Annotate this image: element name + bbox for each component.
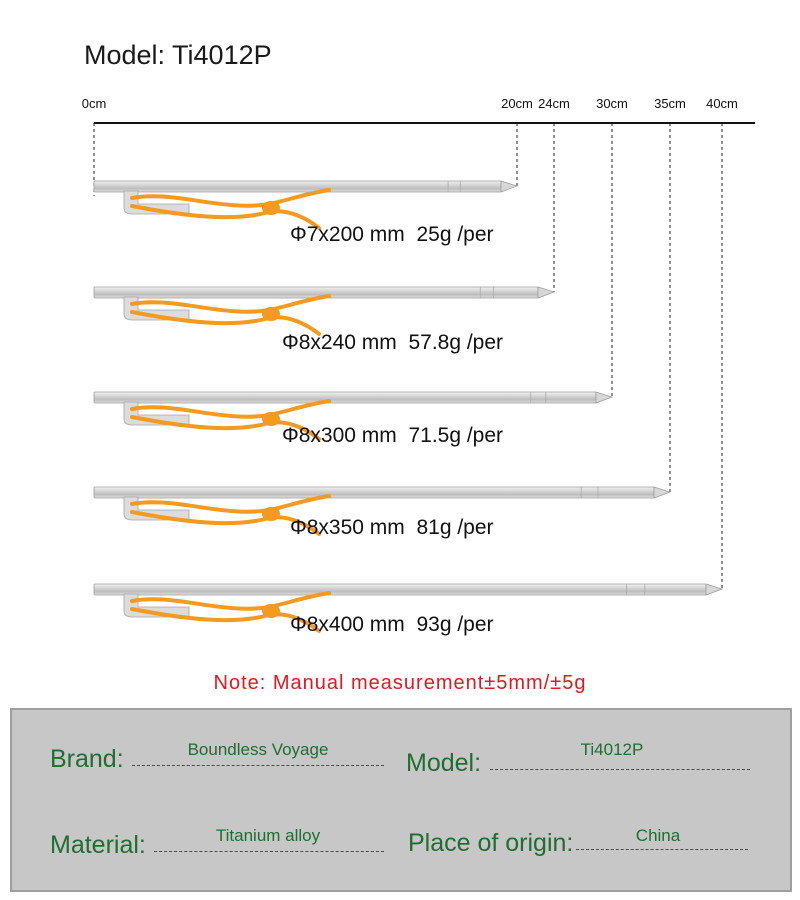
- model-underline: [490, 769, 750, 770]
- stake-spec-200: Φ7x200 mm 25g /per: [290, 223, 494, 246]
- stake-tip: [706, 584, 722, 595]
- stake-tip: [538, 287, 554, 298]
- cord-knot: [262, 412, 280, 426]
- stake-spec-300: Φ8x300 mm 71.5g /per: [282, 424, 504, 447]
- stake-spec-350: Φ8x350 mm 81g /per: [290, 516, 494, 539]
- origin-label: Place of origin:: [408, 829, 574, 857]
- stake-shaft: [94, 487, 654, 498]
- stake-shaft: [94, 392, 596, 403]
- origin-value: China: [635, 826, 681, 845]
- tick-label-24cm: 24cm: [538, 96, 570, 111]
- stake-tip: [596, 392, 612, 403]
- cord-knot: [262, 201, 280, 215]
- cord-knot: [262, 507, 280, 521]
- brand-value: Boundless Voyage: [187, 740, 329, 759]
- cord-knot: [262, 604, 280, 618]
- material-label: Material:: [50, 831, 146, 859]
- cord-knot: [262, 307, 280, 321]
- origin-field: [408, 818, 758, 858]
- tick-label-35cm: 35cm: [654, 96, 686, 111]
- model-title: Model: Ti4012P: [84, 40, 272, 70]
- measurement-note: Note: Manual measurement±5mm/±5g: [213, 672, 587, 694]
- brand-field: [50, 734, 390, 774]
- material-value: Titanium alloy: [215, 826, 321, 845]
- stake-shaft: [94, 287, 538, 298]
- model-label: Model:: [406, 749, 482, 777]
- model-value: Ti4012P: [580, 740, 644, 759]
- tick-label-0cm: 0cm: [81, 96, 107, 111]
- model-field: [406, 738, 756, 778]
- tick-label-20cm: 20cm: [501, 96, 533, 111]
- origin-underline: [576, 849, 748, 850]
- stake-spec-240: Φ8x240 mm 57.8g /per: [282, 331, 504, 354]
- stake-tip: [654, 487, 670, 498]
- stake-shaft: [94, 584, 706, 595]
- material-field: [50, 820, 390, 860]
- product-info-panel: [10, 708, 792, 892]
- material-underline: [154, 851, 384, 852]
- brand-underline: [132, 765, 384, 766]
- stake-shaft: [94, 181, 501, 192]
- stake-spec-400: Φ8x400 mm 93g /per: [290, 613, 494, 636]
- tick-label-40cm: 40cm: [706, 96, 738, 111]
- stake-tip: [501, 181, 517, 192]
- tick-label-30cm: 30cm: [596, 96, 628, 111]
- brand-label: Brand:: [50, 745, 124, 773]
